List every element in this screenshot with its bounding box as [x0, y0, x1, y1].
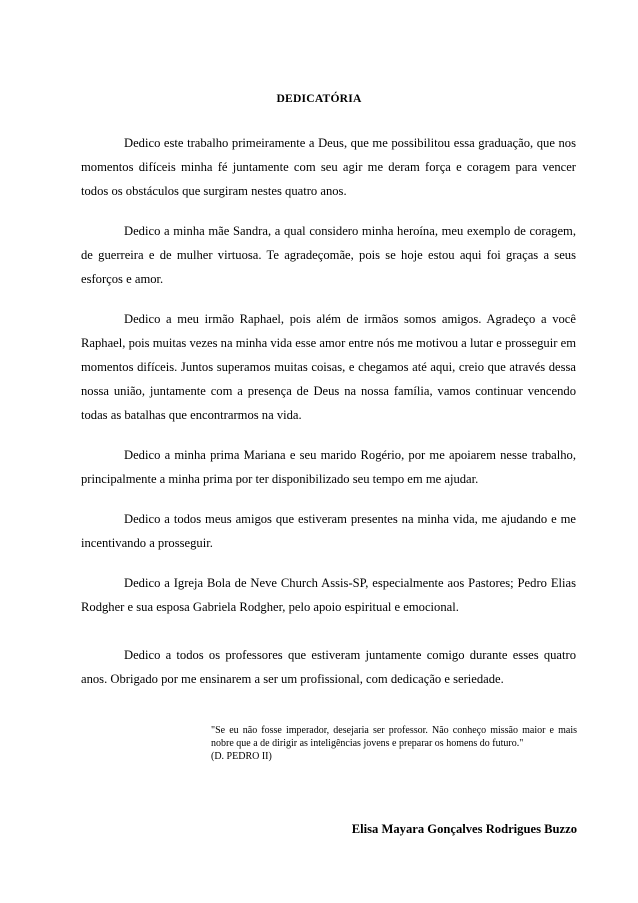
dedication-paragraph-friends — [81, 507, 576, 555]
paragraph-text: Dedico a todos os professores que estiveram juntamente comigo durante esses quatro anos. Obrigado por me ensinarem a ser um profissional, com dedicação e seriedade. — [81, 648, 576, 686]
dedication-paragraph-church — [81, 571, 576, 619]
dedication-paragraph-cousin — [81, 443, 576, 491]
paragraph-text: Dedico a meu irmão Raphael, pois além de irmãos somos amigos. Agradeço a você Raphael, pois muitas vezes na minha vida esse amor entre nós me motivou a lutar e prosseguir em momentos difíceis. Juntos superamos muitas coisas, e chegamos até aqui, creio que através dessa nossa união, juntamente com a presença de Deus na nossa família, vamos continuar vencendo todas as batalhas que encontrarmos na vida. — [81, 312, 576, 422]
author-signature: Elisa Mayara Gonçalves Rodrigues Buzzo — [351, 822, 577, 836]
dedication-paragraph-mother — [81, 219, 576, 291]
quote-attribution: (D. PEDRO II) — [211, 751, 272, 762]
paragraph-text: Dedico a Igreja Bola de Neve Church Assis-SP, especialmente aos Pastores; Pedro Elias Rodgher e sua esposa Gabriela Rodgher, pelo apoio espiritual e emocional. — [81, 576, 576, 614]
paragraph-text: Dedico a todos meus amigos que estiveram presentes na minha vida, me ajudando e me incentivando a prosseguir. — [81, 512, 576, 550]
quote-text: "Se eu não fosse imperador, desejaria ser professor. Não conheço missão maior e mais nobre que a de dirigir as inteligências jovens e preparar os homens do futuro." — [211, 725, 577, 749]
paragraph-text: Dedico a minha prima Mariana e seu marido Rogério, por me apoiarem nesse trabalho, principalmente a minha prima por ter disponibilizado seu tempo em me ajudar. — [81, 448, 576, 486]
paragraph-text: Dedico a minha mãe Sandra, a qual considero minha heroína, meu exemplo de coragem, de guerreira e de mulher virtuosa. Te agradeçomãe, pois se hoje estou aqui foi graças a seus esforços e amor. — [81, 224, 576, 286]
dedication-paragraph-brother — [81, 307, 576, 427]
dedication-paragraph-god — [81, 131, 576, 203]
paragraph-text: Dedico este trabalho primeiramente a Deus, que me possibilitou essa graduação, que nos momentos difíceis minha fé juntamente com seu agir me deram força e coragem para vencer todos os obstáculos que surgiram nestes quatro anos. — [81, 136, 576, 198]
dedication-paragraph-teachers — [81, 643, 576, 691]
page-title: DEDICATÓRIA — [276, 92, 362, 105]
epigraph-quote — [211, 724, 577, 763]
